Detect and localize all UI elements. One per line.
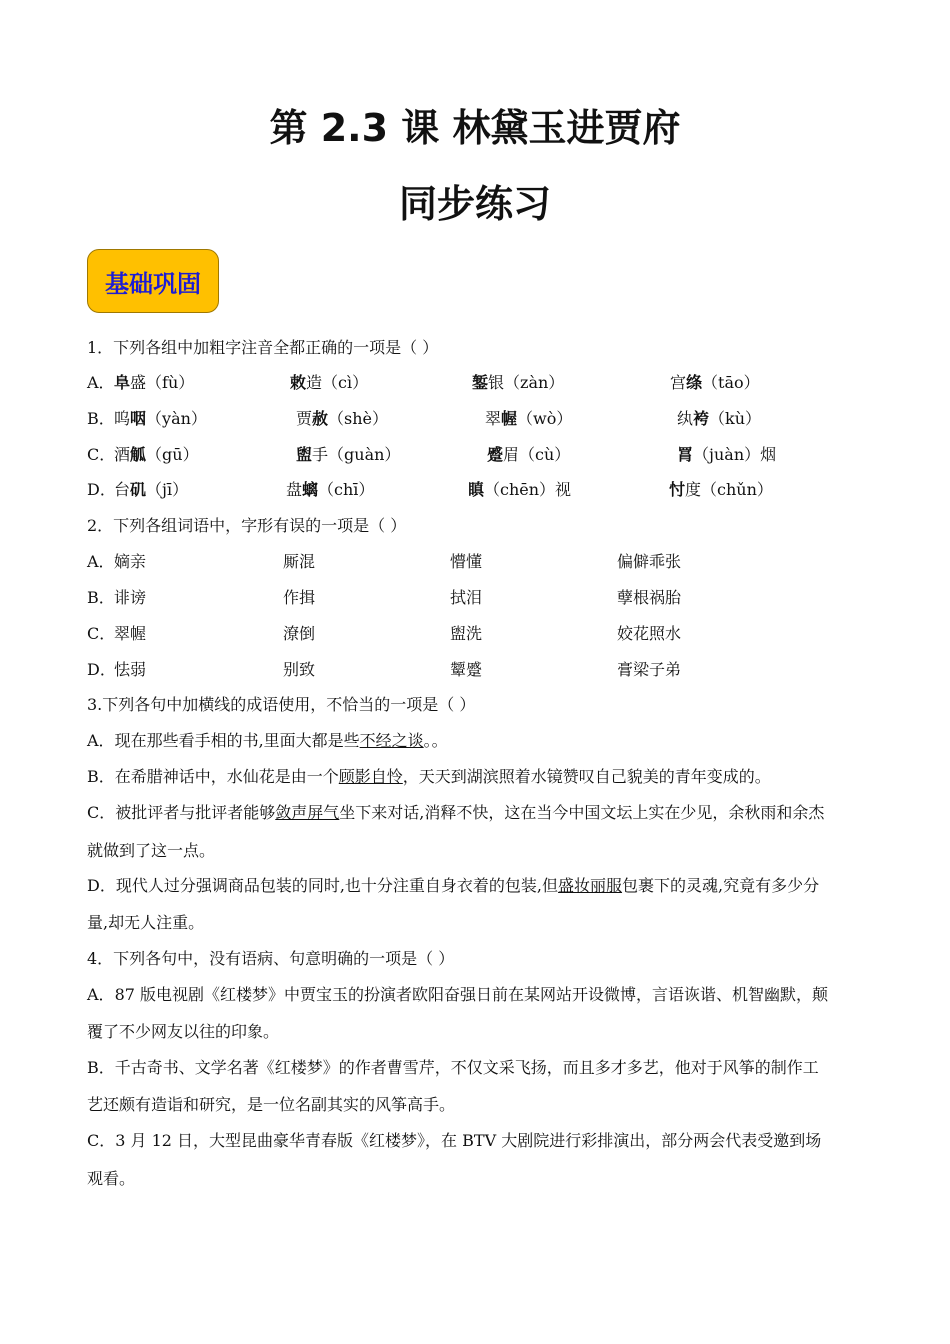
q2-c-word-3: 盥洗 [450, 624, 483, 643]
q2-b-word-3: 拭泪 [450, 588, 483, 607]
q2-d-word-3: 颦蹙 [450, 660, 483, 679]
q4-option-a-continued: 覆了不少网友以往的印象。 [87, 1022, 280, 1041]
option-label: B． [87, 409, 115, 428]
q2-b-word-2: 作揖 [283, 588, 316, 607]
q2-b-word-4: 孽根祸胎 [617, 588, 682, 607]
q1-c-item-3: 蹙眉（cù） [487, 445, 571, 464]
option-label: B． [87, 767, 115, 786]
q1-b-item-4: 纨袴（kù） [677, 409, 762, 428]
lesson-title: 第 2.3 课 林黛玉进贾府 [269, 106, 681, 150]
q1-a-item-2: 敕造（cì） [290, 373, 369, 392]
option-label: A． [87, 552, 115, 571]
option-label: C． [87, 445, 116, 464]
underlined-idiom: 敛声屏气 [275, 803, 340, 822]
q2-a-word-4: 偏僻乖张 [617, 552, 682, 571]
underlined-idiom: 顾影自怜 [338, 767, 403, 786]
option-label: D． [87, 660, 116, 679]
q4-option-a: A．87 版电视剧《红楼梦》中贾宝玉的扮演者欧阳奋强日前在某网站开设微博，言语诙谐、机智幽默，颠 [87, 985, 829, 1004]
option-label: A． [87, 731, 115, 750]
q2-c-word-4: 姣花照水 [617, 624, 682, 643]
q3-stem: 3.下列各句中加横线的成语使用，不恰当的一项是（ ） [87, 695, 476, 714]
q2-d-word-1: 怯弱 [114, 660, 147, 679]
q1-stem: 1．下列各组中加粗字注音全都正确的一项是（ ） [87, 338, 439, 357]
q3-option-d-continued: 量,却无人注重。 [87, 913, 205, 932]
q3-option-b: B．在希腊神话中，水仙花是由一个顾影自怜，天天到湖滨照着水镜赞叹自己貌美的青年变成的。 [87, 767, 771, 786]
q3-option-d: D．现代人过分强调商品包装的同时,也十分注重自身衣着的包装,但盛妆丽服包裹下的灵魂,究竟有多少分 [87, 876, 820, 895]
q2-c-word-2: 潦倒 [283, 624, 316, 643]
q3-option-c: C．被批评者与批评者能够敛声屏气坐下来对话,消释不快，这在当今中国文坛上实在少见，余秋雨和余杰 [87, 803, 825, 822]
q1-b-item-2: 贾赦（shè） [296, 409, 389, 428]
q2-b-word-1: 诽谤 [114, 588, 147, 607]
option-label: D． [87, 876, 116, 895]
q4-option-c: C．3 月 12 日，大型昆曲豪华青春版《红楼梦》，在 BTV 大剧院进行彩排演出，部分两会代表受邀到场 [87, 1131, 822, 1150]
q4-option-b-continued: 艺还颇有造诣和研究，是一位名副其实的风筝高手。 [87, 1095, 456, 1114]
option-label: A． [87, 373, 115, 392]
q1-a-item-1: 阜盛（fù） [114, 373, 195, 392]
q4-stem: 4．下列各句中，没有语病、句意明确的一项是（ ） [87, 949, 455, 968]
q4-option-c-continued: 观看。 [87, 1169, 136, 1188]
option-label: C． [87, 803, 116, 822]
q2-c-word-1: 翠幄 [114, 624, 147, 643]
option-label: B． [87, 1058, 115, 1077]
q2-d-word-4: 膏梁子弟 [617, 660, 682, 679]
option-label: B． [87, 588, 115, 607]
q2-a-word-1: 嫡亲 [114, 552, 147, 571]
q3-option-c-continued: 就做到了这一点。 [87, 841, 216, 860]
q1-d-item-3: 瞋（chēn）视 [468, 480, 572, 499]
lesson-subtitle: 同步练习 [398, 182, 551, 226]
q1-b-item-1: 呜咽（yàn） [114, 409, 207, 428]
option-label: A． [87, 985, 115, 1004]
option-label: C． [87, 1131, 116, 1150]
q2-d-word-2: 别致 [283, 660, 316, 679]
q1-b-item-3: 翠幄（wò） [485, 409, 573, 428]
section-badge: 基础巩固 [87, 249, 219, 313]
q1-c-item-4: 罥（juàn）烟 [677, 445, 777, 464]
q1-d-item-4: 忖度（chǔn） [669, 480, 773, 499]
q2-a-word-3: 懵懂 [450, 552, 483, 571]
q1-d-item-1: 台矶（jī） [114, 480, 189, 499]
q3-option-a: A．现在那些看手相的书,里面大都是些不经之谈。。 [87, 731, 448, 750]
q1-a-item-3: 錾银（zàn） [472, 373, 565, 392]
q1-c-item-2: 盥手（guàn） [296, 445, 401, 464]
underlined-idiom: 不经之谈 [359, 731, 424, 750]
q1-c-item-1: 酒觚（gū） [114, 445, 199, 464]
q1-d-item-2: 盘螭（chī） [286, 480, 375, 499]
q2-a-word-2: 厮混 [283, 552, 316, 571]
q1-a-item-4: 宫绦（tāo） [670, 373, 760, 392]
q2-stem: 2．下列各组词语中，字形有误的一项是（ ） [87, 516, 407, 535]
option-label: C． [87, 624, 116, 643]
underlined-idiom: 盛妆丽服 [558, 876, 623, 895]
option-label: D． [87, 480, 116, 499]
q4-option-b: B．千古奇书、文学名著《红楼梦》的作者曹雪芹，不仅文采飞扬，而且多才多艺，他对于风筝的制作工 [87, 1058, 819, 1077]
